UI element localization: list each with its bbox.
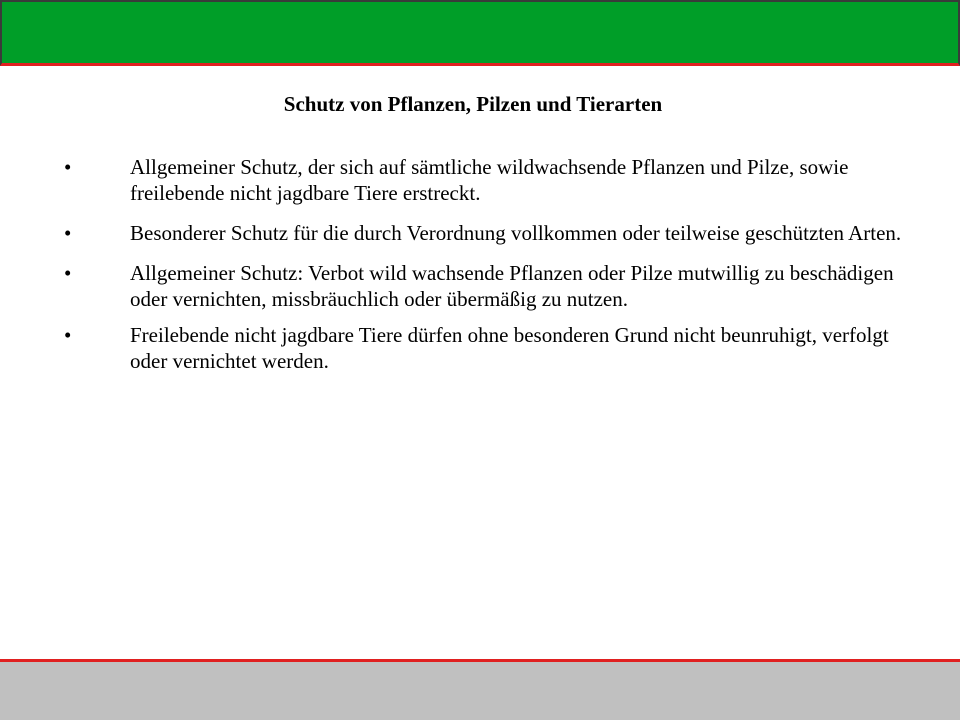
bullet-dot-icon: •: [64, 155, 72, 179]
bullet-item-1: [0, 154, 930, 206]
bullet-item-2: [0, 220, 930, 246]
bullet-text-4: Freilebende nicht jagdbare Tiere dürfen ohne besonderen Grund nicht beunruhigt, verfolgt oder vernichtet werden.: [130, 323, 889, 373]
bullet-text-3: Allgemeiner Schutz: Verbot wild wachsende Pflanzen oder Pilze mutwillig zu beschädigen oder vernichten, missbräuchlich oder übermäßig zu nutzen.: [130, 261, 894, 311]
bullet-item-4: [0, 322, 930, 374]
bullet-dot-icon: •: [64, 261, 72, 285]
bullet-dot-icon: •: [64, 221, 72, 245]
bullet-text-1: Allgemeiner Schutz, der sich auf sämtliche wildwachsende Pflanzen und Pilze, sowie freilebende nicht jagdbare Tiere erstreckt.: [130, 155, 849, 205]
bullet-item-3: [0, 260, 930, 312]
header-band: [0, 0, 960, 66]
bullet-list: [0, 154, 960, 388]
bullet-dot-icon: •: [64, 323, 72, 347]
slide-title: Schutz von Pflanzen, Pilzen und Tierarten: [283, 92, 663, 116]
footer-band: [0, 659, 960, 720]
bullet-text-2: Besonderer Schutz für die durch Verordnung vollkommen oder teilweise geschützten Arten.: [130, 221, 902, 245]
